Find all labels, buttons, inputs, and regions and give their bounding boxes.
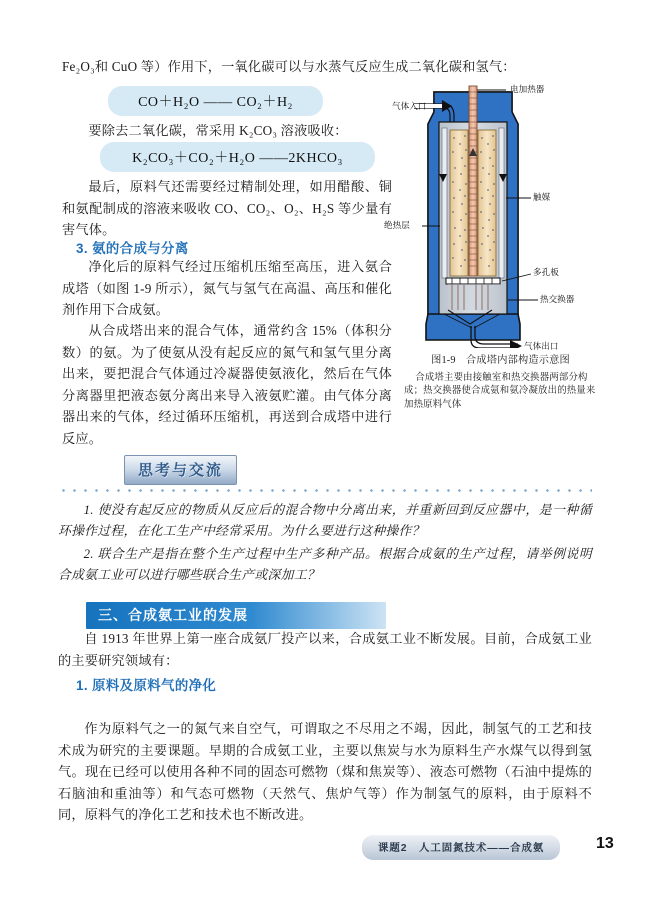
subheading-3-text: 3. 氨的合成与分离 (76, 241, 189, 256)
separation-text: 从合成塔出来的混合气体，通常约含 15%（体积分数）的氨。为了使氨从没有起反应的氮气和氢气里分离出来，要把混合气体通过冷凝器使氨液化，然后在气体分离器里把液态氨分离出来导入液氨贮灌。由气体分离器出来的气体，经过循环压缩机，再送到合成塔中进行反应。 (62, 323, 392, 446)
figure-canvas (384, 78, 603, 351)
footer-title-pill (362, 835, 560, 860)
label-perforated-plate: 多孔板 (533, 267, 559, 277)
think-and-discuss-badge (124, 455, 237, 485)
section-three-body-2 (58, 718, 592, 826)
co2-removal-text: 要除去二氧化碳，常采用 K₂CO₃ 溶液吸收： (88, 123, 348, 138)
refining-text: 最后，原料气还需要经过精制处理，如用醋酸、铜和氨配制成的溶液来吸收 CO、CO₂、O₂、H₂S 等少量有害气体。 (62, 179, 392, 237)
subheading-raw-material-purification: 1. 原料及原料气的净化 (76, 678, 217, 693)
refining-paragraph (62, 176, 392, 241)
intro-paragraph (62, 56, 582, 77)
label-electric-heater: 电加热器 (510, 84, 545, 94)
label-gas-inlet: 气体入口 (392, 101, 427, 111)
page-footer (0, 835, 650, 865)
think-badge-label: 思考与交流 (138, 462, 224, 479)
label-insulation: 绝热层 (384, 220, 410, 230)
synthesis-text: 净化后的原料气经过压缩机压缩至高压，进入氨合成塔（如图 1-9 所示），氮气与氢气在高温、高压和催化剂作用下合成氨。 (62, 259, 392, 317)
synthesis-tower-diagram (398, 78, 603, 348)
co2-removal-paragraph (62, 120, 392, 142)
think-and-discuss-section (58, 455, 592, 586)
footer-title-text: 课题2 人工固氮技术——合成氨 (378, 843, 545, 854)
think-question-2: 2. 联合生产是指在整个生产过程中生产多种产品。根据合成氨的生产过程，请举例说明合成氨工业可以进行哪些联合生产或深加工？ (58, 547, 592, 582)
dotted-divider (58, 489, 592, 492)
figure-synthesis-tower (384, 78, 603, 412)
label-catalyst: 触媒 (533, 192, 551, 202)
section-three-paragraph-1: 自 1913 年世界上第一座合成氨厂投产以来，合成氨工业不断发展。目前，合成氨工业的主要研究领域有： (58, 631, 592, 668)
equation-box-1 (108, 86, 323, 116)
section-heading-three-text: 三、合成氨工业的发展 (98, 607, 248, 623)
label-heat-exchanger: 热交换器 (540, 294, 575, 304)
figure-caption-title: 图1-9 合成塔内部构造示意图 (431, 355, 570, 366)
section-three-body (58, 628, 592, 694)
page-number: 13 (596, 835, 614, 852)
section-three-paragraph-2: 作为原料气之一的氮气来自空气，可谓取之不尽用之不竭，因此，制氢气的工艺和技术成为研究的主要课题。早期的合成氨工业，主要以焦炭与水为原料生产水煤气以得到氢气。现在已经可以使用各种不同的固态可燃物（煤和焦炭等）、液态可燃物（石油中提炼的石脑油和重油等）和气态可燃物（天然气、焦炉气等）作为制氢气的原料，由于原料不同，原料气的净化工艺和技术也不断改进。 (58, 721, 592, 822)
separation-paragraph (62, 320, 392, 449)
equation-1-text: CO＋H₂O —— CO₂＋H₂ (108, 86, 323, 116)
section-heading-three (86, 602, 386, 629)
figure-caption-description: 合成塔主要由接触室和热交换器两部分构成；热交换器使合成氨和氨冷凝放出的热量来加热原料气体 (404, 372, 596, 410)
subheading-ammonia-synthesis (76, 238, 189, 257)
synthesis-paragraph (62, 256, 392, 321)
intro-text: Fe₂O₃和 CuO 等）作用下，一氧化碳可以与水蒸气反应生成二氧化碳和氢气： (62, 59, 516, 74)
label-gas-outlet: 气体出口 (524, 341, 559, 351)
equation-2-text: K₂CO₃＋CO₂＋H₂O ——2KHCO₃ (100, 142, 375, 172)
equation-box-2 (100, 142, 375, 172)
think-question-1: 1. 使没有起反应的物质从反应后的混合物中分离出来，并重新回到反应器中，是一种循环操作过程，在化工生产中经常采用。为什么要进行这种操作？ (58, 503, 592, 538)
